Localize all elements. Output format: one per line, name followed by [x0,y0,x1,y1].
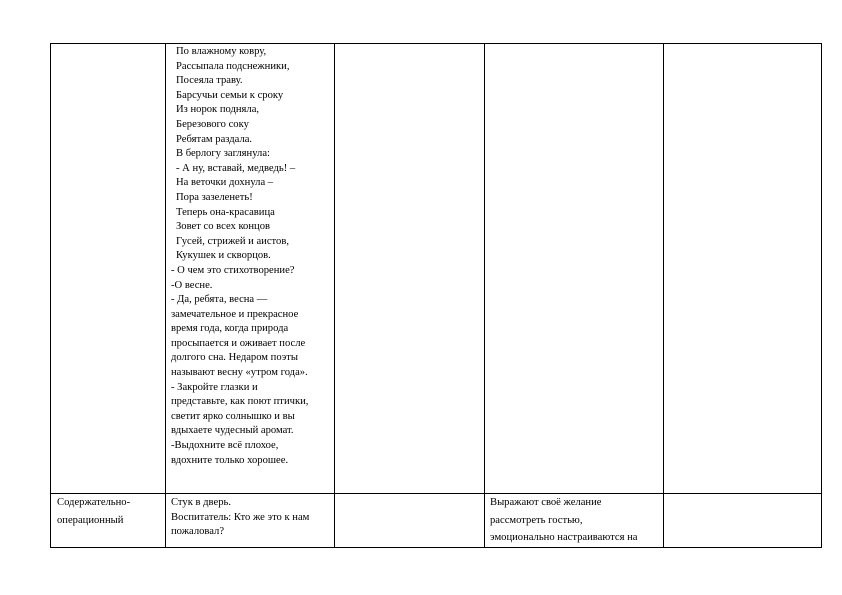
dialog-line: - Да, ребята, весна — [171,294,268,306]
poem-line: Березового соку [176,118,249,130]
poem-line: Посеяла траву. [176,75,243,87]
stage-label-line: Содержательно- [57,497,131,508]
dialog-line: вдохните только хорошее. [171,454,289,466]
table-row [51,494,822,548]
methods-cell [335,494,485,548]
dialog-line: долгого сна. Недаром поэты [171,352,299,364]
dialog-line: - О чем это стихотворение? [171,264,295,276]
poem-line: Кукушек и скворцов. [176,250,271,262]
result-cell [664,44,822,494]
children-line: эмоционально настраиваются на [490,532,638,544]
dialog-line: светит ярко солнышко и вы [171,410,295,422]
poem-line: Ребятам раздала. [176,133,253,145]
poem-line: На веточки дохнула – [176,177,274,189]
methods-cell [335,44,485,494]
dialog-line: просыпается и оживает после [171,337,306,349]
teacher-activity-cell [166,44,335,494]
dialog-line: - Закройте глазки и [171,381,258,393]
dialog-line: -О весне. [171,279,213,291]
poem-line: Зовет со всех концов [176,221,270,233]
teacher-line: пожаловал? [171,526,225,538]
stage-cell [51,494,166,548]
dialog-line: вдыхаете чудесный аромат. [171,425,294,437]
children-line: Выражают своё желание [490,497,602,508]
dialog-line: время года, когда природа [171,323,289,335]
children-line: рассмотреть гостью, [490,514,583,526]
poem-line: Теперь она-красавица [176,206,275,218]
teacher-activity-text [166,44,334,468]
teacher-activity-cell [166,494,335,548]
poem-line: По влажному ковру, [176,46,267,57]
teacher-line: Воспитатель: Кто же это к нам [171,511,310,523]
stage-cell [51,44,166,494]
lesson-plan-table [50,43,822,548]
poem-line: Из норок подняла, [176,104,260,116]
stage-label-line: операционный [57,514,124,526]
poem-line: - А ну, вставай, медведь! – [176,162,296,174]
poem-line: Барсучьи семьи к сроку [176,89,284,101]
teacher-line: Стук в дверь. [171,497,231,508]
dialog-line: называют весну «утром года». [171,367,308,379]
children-activity-cell [485,44,664,494]
dialog-line: представьте, как поют птички, [171,396,309,408]
poem-line: В берлогу заглянула: [176,148,270,160]
dialog-line: -Выдохните всё плохое, [171,440,279,452]
poem-line: Рассыпала подснежники, [176,60,290,72]
children-activity-cell [485,494,664,548]
dialog-line: замечательное и прекрасное [171,308,299,320]
poem-line: Пора зазеленеть! [176,191,253,203]
result-cell [664,494,822,548]
table-row [51,44,822,494]
poem-line: Гусей, стрижей и аистов, [176,235,289,247]
